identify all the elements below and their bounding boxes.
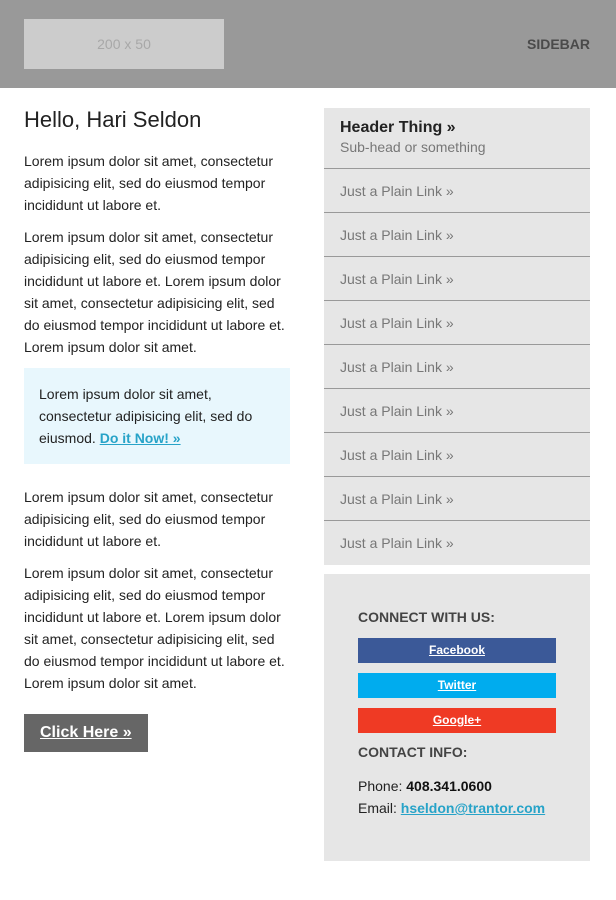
sidebar-link[interactable]: Just a Plain Link » (324, 301, 590, 345)
phone-number: 408.341.0600 (406, 778, 492, 794)
page-title: Hello, Hari Seldon (24, 107, 202, 132)
sidebar-link[interactable]: Just a Plain Link » (324, 389, 590, 433)
contact-email (358, 797, 556, 819)
sidebar-link[interactable]: Just a Plain Link » (324, 521, 590, 565)
facebook-button[interactable]: Facebook (358, 638, 556, 663)
sidebar-link[interactable]: Just a Plain Link » (324, 213, 590, 257)
sidebar-link[interactable]: Just a Plain Link » (324, 477, 590, 521)
logo-placeholder: 200 x 50 (24, 19, 224, 69)
sidebar-header-title: Header Thing » (340, 119, 456, 136)
google-plus-button[interactable]: Google+ (358, 708, 556, 733)
sidebar-nav (324, 108, 590, 565)
phone-label: Phone: (358, 778, 403, 794)
contact-phone (358, 775, 556, 797)
header-bar (0, 0, 616, 88)
sidebar-link[interactable]: Just a Plain Link » (324, 345, 590, 389)
callout-text (39, 383, 275, 449)
email-link[interactable]: hseldon@trantor.com (400, 800, 546, 816)
body-paragraph: Lorem ipsum dolor sit amet, consectetur adipisicing elit, sed do eiusmod tempor incididunt ut labore et. (24, 489, 273, 549)
do-it-now-link[interactable]: Do it Now! » (99, 430, 181, 446)
body-paragraph: Lorem ipsum dolor sit amet, consectetur adipisicing elit, sed do eiusmod tempor incididunt ut labore et. Lorem ipsum dolor sit amet, consectetur adipisicing elit, sed do eiusmod tempor incididunt ut labore et. Lorem ipsum dolor sit amet. (24, 565, 285, 691)
main-content (24, 106, 290, 752)
callout-body: Lorem ipsum dolor sit amet, consectetur adipisicing elit, sed do eiusmod. (39, 386, 253, 446)
body-paragraph: Lorem ipsum dolor sit amet, consectetur adipisicing elit, sed do eiusmod tempor incididunt ut labore et. Lorem ipsum dolor sit amet, consectetur adipisicing elit, sed do eiusmod tempor incididunt ut labore et. Lorem ipsum dolor sit amet. (24, 229, 285, 355)
sidebar-label: SIDEBAR (526, 36, 590, 52)
callout-box (24, 368, 290, 464)
sidebar-link[interactable]: Just a Plain Link » (324, 433, 590, 477)
sidebar-header-sub: Sub-head or something (340, 139, 486, 155)
twitter-button[interactable]: Twitter (358, 673, 556, 698)
sidebar-link[interactable]: Just a Plain Link » (324, 257, 590, 301)
sidebar-header[interactable] (324, 108, 590, 169)
body-paragraph: Lorem ipsum dolor sit amet, consectetur adipisicing elit, sed do eiusmod tempor incididunt ut labore et. (24, 153, 273, 213)
email-label: Email: (358, 800, 397, 816)
sidebar-link[interactable]: Just a Plain Link » (324, 169, 590, 213)
click-here-button[interactable]: Click Here » (24, 714, 148, 752)
connect-panel (324, 574, 590, 861)
connect-title: CONNECT WITH US: (358, 609, 495, 625)
contact-title: CONTACT INFO: (358, 744, 468, 760)
